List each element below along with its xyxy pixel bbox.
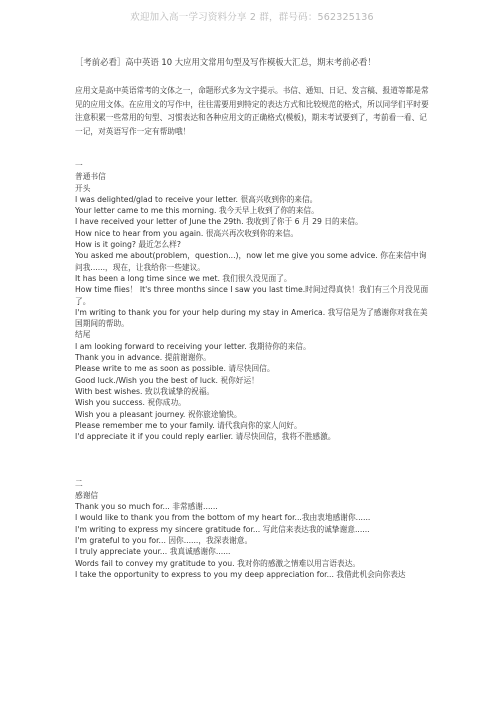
section-number: 一 (75, 161, 84, 170)
phrase-line: With best wishes. 致以我诚挚的祝福。 (75, 386, 215, 396)
phrase-line: I take the opportunity to express to you my deep appreciation for... 我借此机会向你表达 (75, 569, 406, 579)
phrase-line: How is it going? 最近怎么样? (75, 240, 181, 250)
phrase-line: I'm writing to thank you for your help during my stay in America. 我写信是为了感谢你对我在美国期间的帮助。 (75, 307, 428, 329)
page-title: ［考前必看］高中英语 10 大应用文常用句型及写作模板大汇总，期末考前必看！ (75, 57, 376, 67)
phrase-line: I truly appreciate your... 我真诚感谢你...... (75, 547, 231, 557)
document-page (75, 56, 431, 608)
phrase-line: I'm grateful to you for... 因你......，我深表谢意。 (75, 535, 253, 545)
subsection-title-closing: 结尾 (75, 330, 91, 340)
phrase-line: Please remember me to your family. 请代我向你的家人问好。 (75, 420, 302, 430)
phrase-line: Your letter came to me this morning. 我今天早上收到了你的来信。 (75, 206, 319, 216)
section-number: 二 (75, 479, 84, 489)
phrase-line: Wish you a pleasant journey. 祝你旅途愉快。 (75, 409, 242, 419)
intro-paragraph: 应用文是高中英语常考的文体之一，命题形式多为文字提示。书信、通知、日记、发言稿、报道等都是常见的应用文体。在应用文的写作中，往往需要用到特定的表达方式和比较规范的格式，所以同学们平时要注意积累一些常用的句型、习惯表达和各种应用文的正确格式(模板)，期末考试要到了，考前看一看、记一记，对英语写作一定有帮助哦！ (75, 86, 429, 136)
section-title: 普通书信 (75, 172, 106, 182)
phrase-line: I'm writing to express my sincere gratitude for... 写此信来表达我的诚挚谢意...... (75, 524, 370, 534)
phrase-line: Please write to me as soon as possible. 请尽快回信。 (75, 364, 275, 374)
phrase-line: Words fail to convey my gratitude to you. 我对你的感激之情难以用言语表达。 (75, 558, 361, 568)
phrase-line: I was delighted/glad to receive your letter. 很高兴收到你的来信。 (75, 194, 318, 204)
phrase-line: Thank you in advance. 提前谢谢你。 (75, 353, 211, 363)
section-general-letter (75, 160, 431, 442)
phrase-line: You asked me about(problem，question...)，now let me give you some advice. 你在来信中询问我......，现在，让我给你一些建议。 (75, 251, 427, 272)
phrase-line: I'd appreciate it if you could reply earlier. 请尽快回信，我将不胜感激。 (75, 432, 336, 442)
section-thank-you-letter (75, 478, 431, 580)
phrase-line: I have received your letter of June the 29th. 我收到了你于 6 月 29 日的来信。 (75, 217, 363, 227)
section-title: 感谢信 (75, 490, 99, 500)
phrase-line: Thank you so much for... 非常感谢...... (75, 502, 218, 512)
phrase-line: How time flies！ It's three months since I saw you last time.时间过得真快！我们有三个月没见面了。 (75, 285, 429, 306)
phrase-line: I am looking forward to receiving your letter. 我期待你的来信。 (75, 341, 311, 351)
watermark-header: 欢迎加入高一学习资料分享 2 群，群号码：562325136 (130, 12, 374, 23)
phrase-line: I would like to thank you from the bottom of my heart for...我由衷地感谢你...... (75, 513, 371, 523)
phrase-line: Good luck./Wish you the best of luck. 祝你好运！ (75, 375, 259, 385)
phrase-line: It has been a long time since we met. 我们很久没见面了。 (75, 273, 292, 283)
subsection-title-opening: 开头 (75, 183, 91, 193)
phrase-line: How nice to hear from you again. 很高兴再次收到你的来信。 (75, 228, 299, 238)
phrase-line: Wish you success. 祝你成功。 (75, 398, 186, 408)
